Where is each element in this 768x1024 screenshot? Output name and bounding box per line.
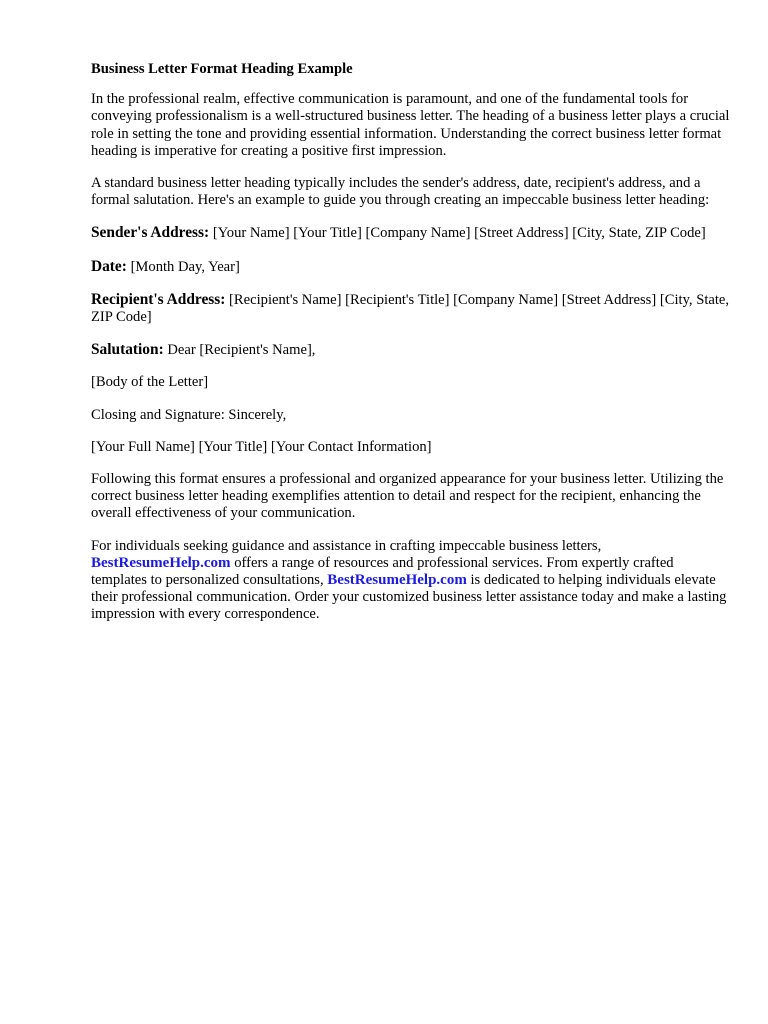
sender-address-label: Sender's Address: [91,224,210,242]
bestresumehelp-link-2[interactable]: BestResumeHelp.com [327,572,467,589]
closing-line: Closing and Signature: Sincerely, [91,406,287,423]
document-title: Business Letter Format Heading Example [91,61,353,77]
salutation-line [91,341,731,359]
promo-text-1: For individuals seeking guidance and assistance in crafting impeccable business letters, [91,537,602,554]
promo-text-3: is dedicated to helping individuals elevate their professional communication. Order your customized business letter assistance today and make a lasting impression with every correspondence. [91,572,727,623]
salutation-value: Dear [Recipient's Name], [167,342,316,359]
body-placeholder: [Body of the Letter] [91,374,209,391]
promo-text-2: offers a range of resources and professional services. From expertly crafted templates to personalized consultations, [91,554,674,589]
recipient-address-line [91,291,731,326]
sender-address-value: [Your Name] [Your Title] [Company Name] [Street Address] [City, State, ZIP Code] [212,225,706,242]
document-page [91,61,731,639]
intro-paragraph: In the professional realm, effective communication is paramount, and one of the fundamental tools for conveying professionalism is a well-structured business letter. The heading of a business letter plays a crucial role in setting the tone and providing essential information. Understanding the correct business letter format heading is imperative for creating a positive first impression. [91,91,730,159]
date-line [91,258,731,276]
recipient-address-value: [Recipient's Name] [Recipient's Title] [Company Name] [Street Address] [City, State, ZIP Code] [91,291,730,326]
recipient-address-label: Recipient's Address: [91,290,226,308]
sender-address-line [91,224,731,242]
signature-line: [Your Full Name] [Your Title] [Your Contact Information] [91,438,432,455]
bestresumehelp-link-1[interactable]: BestResumeHelp.com [91,554,231,571]
promo-paragraph [91,538,731,624]
salutation-label: Salutation: [91,341,164,359]
standard-paragraph: A standard business letter heading typically includes the sender's address, date, recipient's address, and a formal salutation. Here's an example to guide you through creating an impeccable business letter heading: [91,175,710,209]
following-paragraph: Following this format ensures a professional and organized appearance for your business letter. Utilizing the correct business letter heading exemplifies attention to detail and respect for the recipient, enhancing the overall effectiveness of your communication. [91,471,724,522]
date-label: Date: [91,257,127,275]
date-value: [Month Day, Year] [130,258,240,275]
